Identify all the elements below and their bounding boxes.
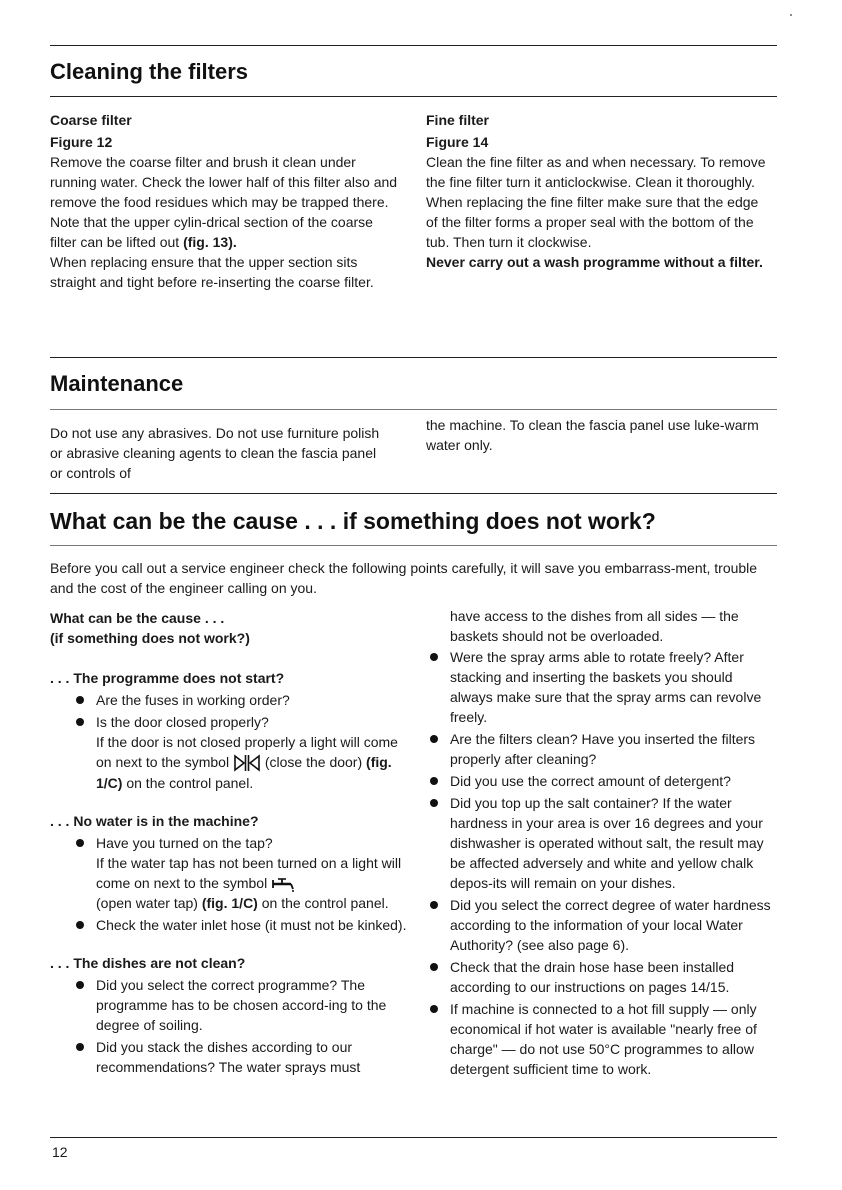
- filters-title-rule: [50, 96, 777, 97]
- door-text: If the door is not closed properly a light will come on next to the symbol: [96, 734, 398, 770]
- maintenance-title-rule: [50, 409, 777, 410]
- list-item: Did you select the correct degree of water hardness according to the information of your local Water Authority? (see also page 6).: [428, 895, 776, 955]
- control-panel-text: on the control panel.: [261, 895, 389, 912]
- cause-top-rule: [50, 493, 777, 494]
- footer-rule: [50, 1137, 777, 1138]
- list-item: Were the spray arms able to rotate freely? After stacking and inserting the baskets you should always make sure that the spray arms can revolve freely.: [428, 647, 776, 727]
- list-item: Check the water inlet hose (it must not be kinked).: [74, 915, 410, 935]
- cause-subheading: What can be the cause . . .: [50, 610, 225, 626]
- fig-1c-ref: (fig. 1/C): [201, 895, 258, 912]
- door-closed-symbol-icon: [233, 753, 261, 773]
- fine-filter-figure: Figure 14: [426, 134, 489, 150]
- fine-filter-text: Clean the fine filter as and when necessary. To remove the fine filter turn it anticlockwise. Clean it thoroughly. When replacing the fine filter make sure that the edge of the filter forms a proper seal with the bottom of the tub. Then turn it clockwise.: [426, 154, 766, 250]
- close-door-text: (close the door): [264, 754, 363, 770]
- q-dishes-not-clean: . . . The dishes are not clean?: [50, 955, 246, 972]
- q-no-water: . . . No water is in the machine?: [50, 813, 259, 830]
- q2-list: [74, 833, 410, 935]
- list-item: Did you stack the dishes according to our recommendations? The water sprays must: [74, 1037, 410, 1077]
- cause-intro: Before you call out a service engineer check the following points carefully, it will save you embarrass-ment, trouble and the cost of the engineer calling on you.: [50, 560, 758, 596]
- filters-title: Cleaning the filters: [50, 59, 249, 84]
- fig-13-ref: (fig. 13).: [183, 234, 237, 250]
- list-item: If machine is connected to a hot fill supply — only economical if hot water is available "nearly free of charge" — do not use 50°C programmes to allow detergent sufficient time to work.: [428, 999, 776, 1079]
- control-panel-text: on the control panel.: [126, 775, 254, 792]
- scan-speck: [790, 14, 792, 16]
- coarse-filter-column: [50, 110, 400, 292]
- maintenance-right-text: the machine. To clean the fascia panel use luke-warm water only.: [426, 417, 759, 453]
- list-item: Did you select the correct programme? The programme has to be chosen accord-ing to the degree of soiling.: [74, 975, 410, 1035]
- maintenance-top-rule: [50, 357, 777, 358]
- maintenance-left-text: Do not use any abrasives. Do not use furniture polish or abrasive cleaning agents to clean the fascia panel or controls of: [50, 425, 380, 481]
- list-item: Did you top up the salt container? If the water hardness in your area is over 16 degrees and your dishwasher is operated without salt, the result may be affected adversely and white and yellow chalk depos-its will remain on your dishes.: [428, 793, 776, 893]
- list-item: [74, 833, 410, 913]
- right-list: [428, 647, 776, 1079]
- q1-list: [74, 690, 410, 793]
- tap-text: If the water tap has not been turned on a light will come on next to the symbol: [96, 855, 402, 892]
- coarse-filter-text: [50, 152, 400, 252]
- water-tap-symbol-icon: [271, 878, 295, 892]
- coarse-filter-para: Remove the coarse filter and brush it clean under running water. Check the lower half of this filter also and remove the food residues which may be trapped there. Note that the upper cylin-drical section of the coarse filter can be lifted out: [50, 154, 398, 250]
- coarse-filter-heading: Coarse filter: [50, 112, 132, 128]
- cause-title: What can be the cause . . . if something does not work?: [50, 508, 656, 534]
- list-item: [74, 712, 410, 793]
- cause-right-column: [428, 606, 776, 1079]
- fine-filter-heading: Fine filter: [426, 112, 490, 128]
- list-item: Did you use the correct amount of detergent?: [428, 771, 776, 791]
- open-tap-text: (open water tap): [96, 895, 198, 912]
- cause-subheading-2: (if something does not work?): [50, 630, 250, 646]
- cause-left-column: [50, 608, 410, 1077]
- q3-list: [74, 975, 410, 1077]
- door-question: Is the door closed properly?: [96, 714, 269, 730]
- coarse-filter-replace-text: When replacing ensure that the upper section sits straight and tight before re-inserting the coarse filter.: [50, 254, 374, 290]
- maintenance-title: Maintenance: [50, 371, 184, 396]
- coarse-filter-figure: Figure 12: [50, 134, 113, 150]
- fine-filter-warning: Never carry out a wash programme without a filter.: [426, 254, 763, 270]
- top-rule: [50, 45, 777, 46]
- q-programme-not-start: . . . The programme does not start?: [50, 670, 285, 686]
- cause-title-rule: [50, 545, 777, 546]
- list-item: Are the filters clean? Have you inserted the filters properly after cleaning?: [428, 729, 776, 769]
- fine-filter-column: [426, 110, 772, 272]
- continued-text: have access to the dishes from all sides — the baskets should not be overloaded.: [450, 608, 739, 644]
- tap-question: Have you turned on the tap?: [96, 835, 273, 852]
- list-item: Check that the drain hose hase been installed according to our instructions on pages 14/15.: [428, 957, 776, 997]
- list-item: Are the fuses in working order?: [74, 690, 410, 710]
- fig-1c-ref: (fig. 1/C): [96, 754, 392, 792]
- page-number: 12: [52, 1144, 68, 1160]
